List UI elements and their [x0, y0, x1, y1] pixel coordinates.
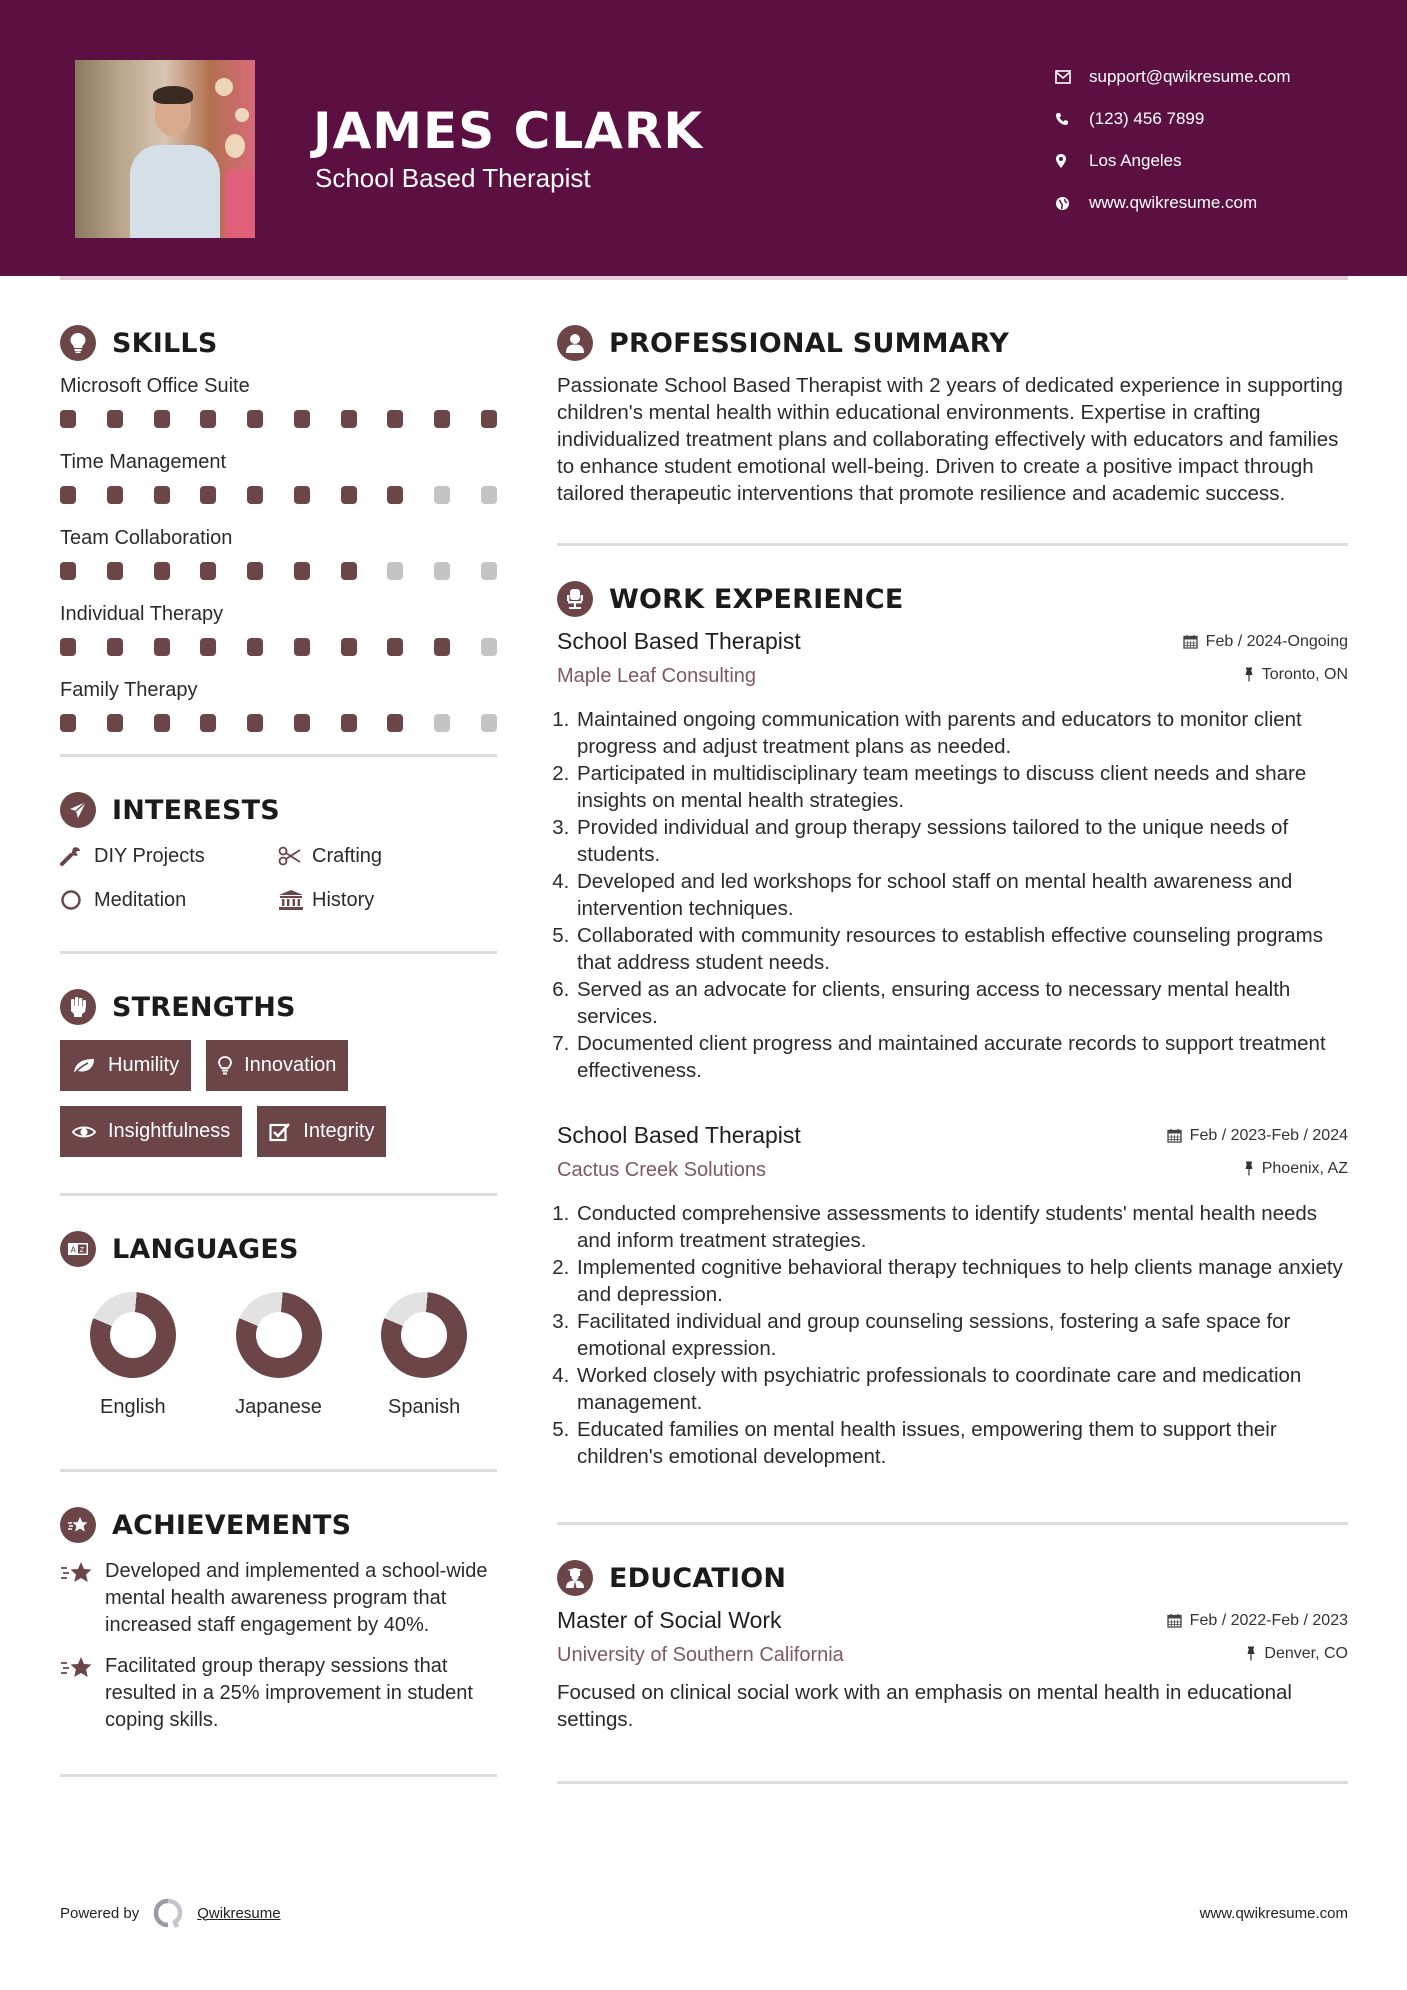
- graduate-icon: [557, 1560, 593, 1596]
- photo-booth: [225, 170, 255, 238]
- rating-dot-filled: [154, 486, 170, 504]
- strength-tag: [206, 1040, 348, 1091]
- rating-dot-filled: [200, 562, 216, 580]
- school-name: University of Southern California: [557, 1644, 844, 1666]
- contact-email-text: support@qwikresume.com: [1089, 67, 1291, 86]
- section-divider: [60, 1469, 497, 1472]
- language-item: [60, 1292, 206, 1419]
- powered-by-label: Powered by: [60, 1904, 140, 1922]
- office-chair-icon: [557, 581, 593, 617]
- language-proficiency-donut: [236, 1292, 322, 1378]
- candidate-name: JAMES CLARK: [313, 102, 704, 160]
- job-role: School Based Therapist: [557, 628, 801, 654]
- rating-dot-filled: [60, 638, 76, 656]
- skill-rating: [60, 562, 497, 580]
- languages-title: LANGUAGES: [112, 1233, 299, 1265]
- rating-dot-filled: [341, 410, 357, 428]
- rating-dot-filled: [481, 410, 497, 428]
- check-square-icon: [269, 1122, 291, 1142]
- lightbulb-icon: [218, 1056, 232, 1076]
- section-divider: [60, 1774, 497, 1777]
- job-location-text: Phoenix, AZ: [1261, 1159, 1348, 1177]
- section-header: [557, 1553, 1348, 1603]
- skill-name: Team Collaboration: [60, 527, 233, 549]
- photo-lamp: [215, 78, 233, 96]
- job-bullets: [557, 706, 1348, 1084]
- job-dates-text: Feb / 2023-Feb / 2024: [1189, 1126, 1348, 1144]
- user-icon: [557, 325, 593, 361]
- section-header: [557, 574, 1348, 624]
- achievement-text: Facilitated group therapy sessions that resulted in a 25% improvement in student coping skills.: [105, 1655, 473, 1731]
- job-bullet: 7. Documented client progress and maintained accurate records to support treatment effectiveness.: [575, 1030, 1348, 1084]
- rating-dot-filled: [294, 410, 310, 428]
- skills-section: [60, 318, 497, 732]
- paper-plane-icon: [60, 792, 96, 828]
- interest-label: DIY Projects: [94, 844, 205, 867]
- rating-dot-filled: [341, 638, 357, 656]
- translate-icon: [60, 1231, 96, 1267]
- header-divider: [60, 276, 1348, 280]
- pushpin-icon: [1246, 1646, 1256, 1661]
- achievement-text: Developed and implemented a school-wide mental health awareness program that increased staff engagement by 40%.: [105, 1560, 488, 1636]
- rating-dot-filled: [107, 714, 123, 732]
- rating-dot-filled: [247, 410, 263, 428]
- section-header: [60, 785, 497, 835]
- interest-item: [60, 885, 278, 915]
- strengths-section: [60, 982, 497, 1157]
- skills-list: [60, 372, 497, 732]
- rating-dot-filled: [294, 714, 310, 732]
- left-column: [60, 318, 497, 1777]
- pushpin-icon: [1244, 667, 1254, 682]
- strength-label: Humility: [108, 1054, 180, 1076]
- job-head: [557, 628, 1348, 655]
- lightbulb-icon: [60, 325, 96, 361]
- photo-lamp: [225, 134, 245, 158]
- strength-tag: [60, 1040, 191, 1091]
- job-role: School Based Therapist: [557, 1122, 801, 1148]
- experience-title: WORK EXPERIENCE: [609, 583, 904, 615]
- jobs-list: [557, 628, 1348, 1470]
- section-header: [60, 1224, 497, 1274]
- rating-dot-filled: [154, 638, 170, 656]
- job-bullet: 5. Collaborated with community resources to establish effective counseling programs that address student needs.: [575, 922, 1348, 976]
- languages-section: [60, 1224, 497, 1419]
- job-bullet: 3. Provided individual and group therapy sessions tailored to the unique needs of students.: [575, 814, 1348, 868]
- contact-website[interactable]: [1055, 182, 1291, 224]
- job-bullets: [557, 1200, 1348, 1470]
- qwikresume-logo-icon: [153, 1898, 183, 1928]
- company-name: Maple Leaf Consulting: [557, 665, 757, 687]
- rating-dot-empty: [481, 562, 497, 580]
- summary-text: Passionate School Based Therapist with 2 years of dedicated experience in supporting children's mental health within educational environments. Expertise in crafting individualized treatment plans and collaborating effectively with educators and families to enhance student emotional well-being. Driven to create a positive impact through tailored therapeutic interventions that promote resilience and academic success.: [557, 374, 1343, 505]
- education-section: [557, 1553, 1348, 1733]
- strength-label: Insightfulness: [108, 1120, 231, 1142]
- rating-dot-filled: [434, 638, 450, 656]
- experience-section: [557, 574, 1348, 1470]
- calendar-icon: [1167, 1128, 1182, 1143]
- interest-label: History: [312, 888, 375, 911]
- rating-dot-filled: [294, 486, 310, 504]
- rating-dot-filled: [294, 562, 310, 580]
- skill-name: Individual Therapy: [60, 603, 224, 625]
- education-head: [557, 1607, 1348, 1634]
- rating-dot-filled: [434, 410, 450, 428]
- skill-name: Family Therapy: [60, 679, 198, 701]
- job-bullet: 2. Participated in multidisciplinary team meetings to discuss client needs and share insights on mental health strategies.: [575, 760, 1348, 814]
- fist-icon: [60, 989, 96, 1025]
- rating-dot-empty: [481, 638, 497, 656]
- section-header: [557, 318, 1348, 368]
- rating-dot-filled: [60, 562, 76, 580]
- degree-name: Master of Social Work: [557, 1607, 782, 1633]
- footer-powered-by: [60, 1898, 281, 1928]
- rating-dot-empty: [434, 486, 450, 504]
- summary-title: PROFESSIONAL SUMMARY: [609, 327, 1010, 359]
- interests-section: [60, 785, 497, 915]
- eye-icon: [72, 1124, 96, 1140]
- skills-title: SKILLS: [112, 327, 218, 359]
- rating-dot-filled: [107, 638, 123, 656]
- languages-list: [60, 1292, 497, 1419]
- education-subhead: [557, 1644, 1348, 1667]
- strength-tag: [60, 1106, 242, 1157]
- contact-phone-text: (123) 456 7899: [1089, 109, 1205, 128]
- qwikresume-link[interactable]: Qwikresume: [197, 1904, 281, 1922]
- svg-text:A: A: [70, 1245, 76, 1255]
- rating-dot-empty: [481, 714, 497, 732]
- header-band: [0, 0, 1407, 276]
- job-location-text: Toronto, ON: [1261, 665, 1348, 683]
- section-divider: [60, 1193, 497, 1196]
- photo-person-body: [130, 145, 220, 238]
- language-proficiency-donut: [381, 1292, 467, 1378]
- education-location-text: Denver, CO: [1264, 1644, 1348, 1662]
- scissors-icon: [278, 846, 312, 866]
- photo-person-hair: [153, 86, 193, 104]
- contact-location-text: Los Angeles: [1089, 151, 1182, 170]
- job-subhead: [557, 1159, 1348, 1182]
- job-dates-text: Feb / 2024-Ongoing: [1205, 632, 1348, 650]
- section-divider: [60, 951, 497, 954]
- company-name: Cactus Creek Solutions: [557, 1159, 766, 1181]
- rating-dot-filled: [247, 562, 263, 580]
- job-subhead: [557, 665, 1348, 688]
- svg-text:Z: Z: [79, 1246, 85, 1254]
- contact-website-text: www.qwikresume.com: [1089, 193, 1258, 212]
- job-bullet: 5. Educated families on mental health issues, empowering them to support their children's emotional development.: [575, 1416, 1348, 1470]
- achievements-title: ACHIEVEMENTS: [112, 1509, 352, 1541]
- rating-dot-filled: [341, 486, 357, 504]
- interest-label: Meditation: [94, 888, 187, 911]
- rating-dot-filled: [387, 714, 403, 732]
- job-bullet: 6. Served as an advocate for clients, ensuring access to necessary mental health services.: [575, 976, 1348, 1030]
- language-name: Japanese: [235, 1396, 322, 1418]
- calendar-icon: [1167, 1613, 1182, 1628]
- education-title: EDUCATION: [609, 1562, 787, 1594]
- envelope-icon: [1055, 70, 1089, 84]
- skill-rating: [60, 714, 497, 732]
- job-bullet: 3. Facilitated individual and group counseling sessions, fostering a safe space for emotional expression.: [575, 1308, 1348, 1362]
- circle-icon: [60, 889, 94, 911]
- section-header: [60, 318, 497, 368]
- contact-email[interactable]: [1055, 56, 1291, 98]
- rating-dot-filled: [247, 714, 263, 732]
- phone-icon: [1055, 112, 1089, 126]
- interest-item: [278, 841, 496, 871]
- section-divider: [557, 543, 1348, 546]
- skill-name: Microsoft Office Suite: [60, 375, 250, 397]
- interest-item: [278, 885, 496, 915]
- leaf-icon: [72, 1057, 96, 1075]
- rating-dot-filled: [387, 410, 403, 428]
- rating-dot-empty: [387, 562, 403, 580]
- strengths-title: STRENGTHS: [112, 991, 296, 1023]
- rating-dot-filled: [341, 714, 357, 732]
- rating-dot-filled: [247, 486, 263, 504]
- calendar-icon: [1183, 634, 1198, 649]
- wrench-icon: [60, 845, 94, 867]
- job-location: [1244, 666, 1348, 684]
- education-description: Focused on clinical social work with an emphasis on mental health in educational settings.: [557, 1681, 1292, 1731]
- candidate-title: School Based Therapist: [315, 163, 591, 193]
- strength-tag: [257, 1106, 386, 1157]
- job-bullet: 2. Implemented cognitive behavioral therapy techniques to help clients manage anxiety and depression.: [575, 1254, 1348, 1308]
- star-icon: [60, 1558, 105, 1639]
- rating-dot-filled: [200, 714, 216, 732]
- rating-dot-filled: [200, 638, 216, 656]
- section-header: [60, 1500, 497, 1550]
- language-name: Spanish: [388, 1396, 461, 1418]
- star-badge-icon: [60, 1507, 96, 1543]
- right-column: [557, 318, 1348, 1784]
- rating-dot-empty: [434, 562, 450, 580]
- skill-rating: [60, 638, 497, 656]
- pushpin-icon: [1244, 1161, 1254, 1176]
- section-divider: [557, 1781, 1348, 1784]
- footer-website[interactable]: www.qwikresume.com: [1199, 1905, 1348, 1922]
- job-location: [1244, 1160, 1348, 1178]
- job-dates: [1167, 1127, 1348, 1145]
- summary-section: [557, 318, 1348, 507]
- interest-item: [60, 841, 278, 871]
- rating-dot-filled: [60, 714, 76, 732]
- education-dates: [1167, 1612, 1348, 1630]
- language-item: [206, 1292, 352, 1419]
- map-pin-icon: [1055, 153, 1089, 169]
- rating-dot-filled: [200, 410, 216, 428]
- strengths-list: [60, 1040, 497, 1157]
- section-divider: [60, 754, 497, 757]
- globe-icon: [1055, 196, 1089, 211]
- rating-dot-filled: [294, 638, 310, 656]
- education-item: [557, 1607, 1348, 1733]
- rating-dot-filled: [107, 410, 123, 428]
- skill-rating: [60, 410, 497, 428]
- job-item: [557, 1122, 1348, 1470]
- skill-name: Time Management: [60, 451, 226, 473]
- rating-dot-filled: [247, 638, 263, 656]
- job-bullet: 4. Developed and led workshops for school staff on mental health awareness and intervention techniques.: [575, 868, 1348, 922]
- contact-list: [1055, 56, 1291, 224]
- achievement-item: [60, 1558, 497, 1639]
- contact-location: [1055, 140, 1291, 182]
- rating-dot-empty: [481, 486, 497, 504]
- contact-phone[interactable]: [1055, 98, 1291, 140]
- interests-title: INTERESTS: [112, 794, 280, 826]
- rating-dot-filled: [387, 638, 403, 656]
- achievements-section: [60, 1500, 497, 1734]
- language-item: [351, 1292, 497, 1419]
- profile-photo: [75, 60, 255, 238]
- rating-dot-filled: [107, 486, 123, 504]
- rating-dot-filled: [341, 562, 357, 580]
- museum-icon: [278, 889, 312, 911]
- education-location: [1246, 1645, 1348, 1663]
- interests-list: [60, 841, 497, 915]
- rating-dot-filled: [154, 562, 170, 580]
- job-head: [557, 1122, 1348, 1149]
- photo-lamp: [235, 108, 249, 122]
- section-header: [60, 982, 497, 1032]
- rating-dot-filled: [154, 410, 170, 428]
- skill-rating: [60, 486, 497, 504]
- job-bullet: 1. Conducted comprehensive assessments to identify students' mental health needs and inform treatment strategies.: [575, 1200, 1348, 1254]
- job-dates: [1183, 633, 1348, 651]
- rating-dot-filled: [107, 562, 123, 580]
- rating-dot-filled: [60, 410, 76, 428]
- rating-dot-filled: [154, 714, 170, 732]
- education-dates-text: Feb / 2022-Feb / 2023: [1189, 1611, 1348, 1629]
- strength-label: Integrity: [303, 1120, 375, 1142]
- job-bullet: 4. Worked closely with psychiatric professionals to coordinate care and medication management.: [575, 1362, 1348, 1416]
- job-item: [557, 628, 1348, 1084]
- language-proficiency-donut: [90, 1292, 176, 1378]
- rating-dot-filled: [200, 486, 216, 504]
- job-bullet: 1. Maintained ongoing communication with parents and educators to monitor client progress and adjust treatment plans as needed.: [575, 706, 1348, 760]
- strength-label: Innovation: [244, 1054, 337, 1076]
- rating-dot-empty: [434, 714, 450, 732]
- star-icon: [60, 1653, 105, 1734]
- rating-dot-filled: [60, 486, 76, 504]
- section-divider: [557, 1522, 1348, 1525]
- achievement-item: [60, 1653, 497, 1734]
- language-name: English: [100, 1396, 166, 1418]
- interest-label: Crafting: [312, 844, 383, 867]
- rating-dot-filled: [387, 486, 403, 504]
